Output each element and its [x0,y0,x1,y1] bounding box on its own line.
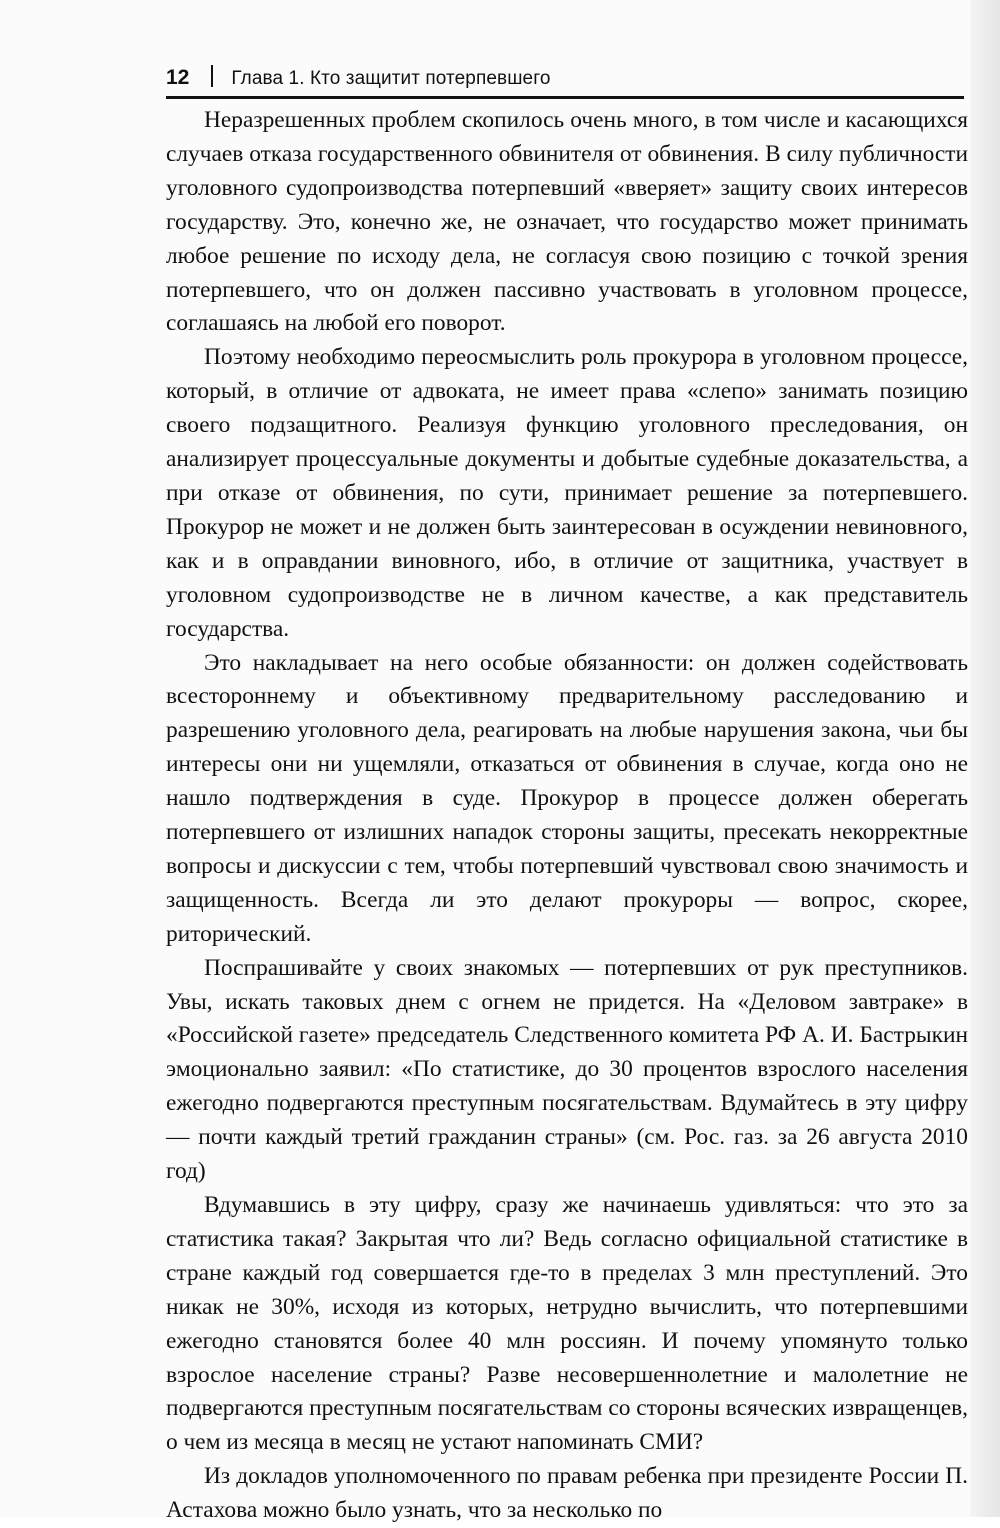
paragraph: Неразрешенных проблем скопилось очень много, в том числе и касающихся случаев отказа государственного обвинителя от обвинения. В силу публичности уголовного судопроизводства потерпевший «вверяет» защиту своих интересов государству. Это, конечно же, не означает, что государство может принимать любое решение по исходу дела, не согласуя свою позицию с точкой зрения потерпевшего, что он должен пассивно участвовать в уголовном процессе, соглашаясь на любой его поворот. [166,107,968,337]
paragraph: Вдумавшись в эту цифру, сразу же начинаешь удивляться: что это за статистика такая? Закрытая что ли? Ведь согласно официальной статистике в стране каждый год совершается где-то в пределах 3 млн преступлений. Это никак не 30%, исходя из которых, нетрудно вычислить, что потерпевшими ежегодно становятся более 40 млн россиян. И почему упомянуто только взрослое население страны? Разве несовершеннолетние и малолетние не подвергаются преступным посягательствам со стороны всяческих извращенцев, о чем из месяца в месяц не устают напоминать СМИ? [166,1192,968,1456]
paragraph: Это накладывает на него особые обязанности: он должен содействовать всестороннему и объективному предварительному расследованию и разрешению уголовного дела, реагировать на любые нарушения закона, чьи бы интересы они ни ущемляли, отказаться от обвинения в случае, когда оно не нашло подтверждения в суде. Прокурор в процессе должен оберегать потерпевшего от излишних нападок стороны защиты, пресекать некорректные вопросы и дискуссии с тем, чтобы потерпевший чувствовал свою значимость и защищенность. Всегда ли это делают прокуроры — вопрос, скорее, риторический. [166,649,968,947]
page-number: 12 [166,66,190,89]
running-head [166,62,964,92]
paragraph: Поспрашивайте у своих знакомых — потерпевших от рук преступников. Увы, искать таковых днем с огнем не придется. На «Деловом завтраке» в «Российской газете» председатель Следственного комитета РФ А. И. Бастрыкин эмоционально заявил: «По статистике, до 30 процентов взрослого населения ежегодно подвергаются преступным посягательствам. Вдумайтесь в эту цифру — почти каждый третий гражданин страны» (см. Рос. газ. за 26 августа 2010 год) [166,954,968,1185]
header-rule [166,96,964,99]
body-text [166,104,968,1528]
page-edge-shadow [970,0,1000,1517]
paragraph: Поэтому необходимо переосмыслить роль прокурора в уголовном процессе, который, в отличие от адвоката, не имеет права «слепо» занимать позицию своего подзащитного. Реализуя функцию уголовного преследования, он анализирует процессуальные документы и добытые судебные доказательства, а при отказе от обвинения, по сути, принимает решение за потерпевшего. Прокурор не может и не должен быть заинтересован в осуждении невиновного, как и в оправдании виновного, ибо, в отличие от защитника, участвует в уголовном судопроизводстве не в личном качестве, а как представитель государства. [166,344,968,642]
paragraph: Из докладов уполномоченного по правам ребенка при президенте России П. Астахова можно было узнать, что за несколько по [166,1463,968,1524]
header-separator [211,65,213,87]
chapter-title: Глава 1. Кто защитит потерпевшего [231,68,551,89]
